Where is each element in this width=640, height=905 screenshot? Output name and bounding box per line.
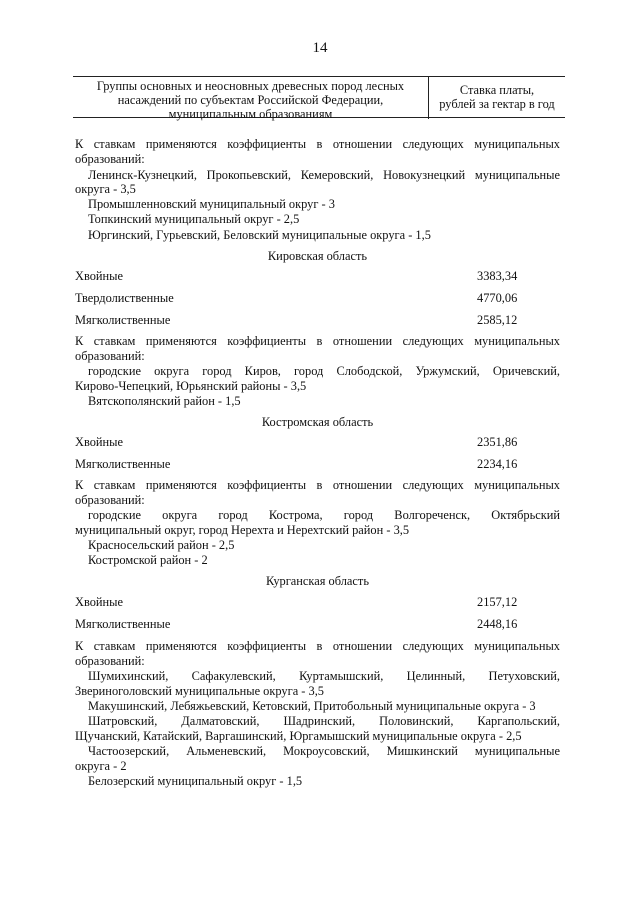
header-groups-cell (73, 77, 429, 119)
row-name: Твердолиственные (75, 291, 174, 305)
region-title: Кировская область (267, 249, 368, 263)
coef-item: городские округа город Кострома, город Волгореченск, Октябрьский (88, 508, 560, 522)
region-title: Костромская область (261, 415, 374, 429)
coef-item: Макушинский, Лебяжьевский, Кетовский, Притобольный муниципальные округа - 3 (88, 699, 536, 713)
row-name: Хвойные (75, 269, 123, 283)
coef-item: округа - 3,5 (75, 182, 136, 196)
coef-intro: образований: (75, 654, 145, 668)
row-value: 4770,06 (477, 291, 518, 305)
row-value: 2448,16 (477, 617, 518, 631)
coef-item: Костромской район - 2 (88, 553, 208, 567)
row-value: 3383,34 (477, 269, 518, 283)
header-text: Группы основных и неосновных древесных пород лесных (96, 79, 405, 93)
coef-intro: К ставкам применяются коэффициенты в отношении следующих муниципальных (75, 478, 560, 492)
header-rate-cell (429, 77, 565, 123)
coef-intro: К ставкам применяются коэффициенты в отношении следующих муниципальных (75, 137, 560, 151)
coef-intro: К ставкам применяются коэффициенты в отношении следующих муниципальных (75, 334, 560, 348)
header-text: Ставка платы, (459, 83, 535, 97)
row-value: 2157,12 (477, 595, 518, 609)
page-number: 14 (312, 40, 328, 56)
coef-item: Топкинский муниципальный округ - 2,5 (88, 212, 300, 226)
coef-item: Кирово-Чепецкий, Юрьянский районы - 3,5 (75, 379, 307, 393)
coef-item: Звериноголовский муниципальные округа - 3,5 (75, 684, 324, 698)
coef-item: округа - 2 (75, 759, 127, 773)
coef-intro: К ставкам применяются коэффициенты в отношении следующих муниципальных (75, 639, 560, 653)
coef-item: Шумихинский, Сафакулевский, Куртамышский, Целинный, Петуховский, (88, 669, 560, 683)
coef-item: Щучанский, Катайский, Варгашинский, Юргамышский муниципальные округа - 2,5 (75, 729, 522, 743)
row-name: Хвойные (75, 595, 123, 609)
coef-intro: образований: (75, 152, 145, 166)
row-value: 2351,86 (477, 435, 518, 449)
coef-item: Красносельский район - 2,5 (88, 538, 235, 552)
row-name: Мягколиственные (75, 617, 171, 631)
coef-item: Ленинск-Кузнецкий, Прокопьевский, Кемеровский, Новокузнецкий муниципальные (88, 168, 560, 182)
row-name: Хвойные (75, 435, 123, 449)
table-header (73, 76, 565, 121)
coef-intro: образований: (75, 349, 145, 363)
coef-item: Частоозерский, Альменевский, Мокроусовский, Мишкинский муниципальные (88, 744, 560, 758)
coef-item: Шатровский, Далматовский, Шадринский, Половинский, Каргапольский, (88, 714, 560, 728)
row-value: 2234,16 (477, 457, 518, 471)
row-name: Мягколиственные (75, 313, 171, 327)
coef-item: городские округа город Киров, город Слободской, Уржумский, Оричевский, (88, 364, 560, 378)
header-text: муниципальным образованиям (168, 107, 333, 121)
header-text: рублей за гектар в год (439, 97, 555, 111)
coef-item: Белозерский муниципальный округ - 1,5 (88, 774, 303, 788)
coef-item: Вятскополянский район - 1,5 (88, 394, 241, 408)
coef-item: Юргинский, Гурьевский, Беловский муниципальные округа - 1,5 (88, 228, 431, 242)
row-value: 2585,12 (477, 313, 518, 327)
coef-item: муниципальный округ, город Нерехта и Нерехтский район - 3,5 (75, 523, 410, 537)
region-title: Курганская область (265, 574, 369, 588)
row-name: Мягколиственные (75, 457, 171, 471)
coef-intro: образований: (75, 493, 145, 507)
coef-item: Промышленновский муниципальный округ - 3 (88, 197, 335, 211)
header-text: насаждений по субъектам Российской Федерации, (117, 93, 384, 107)
